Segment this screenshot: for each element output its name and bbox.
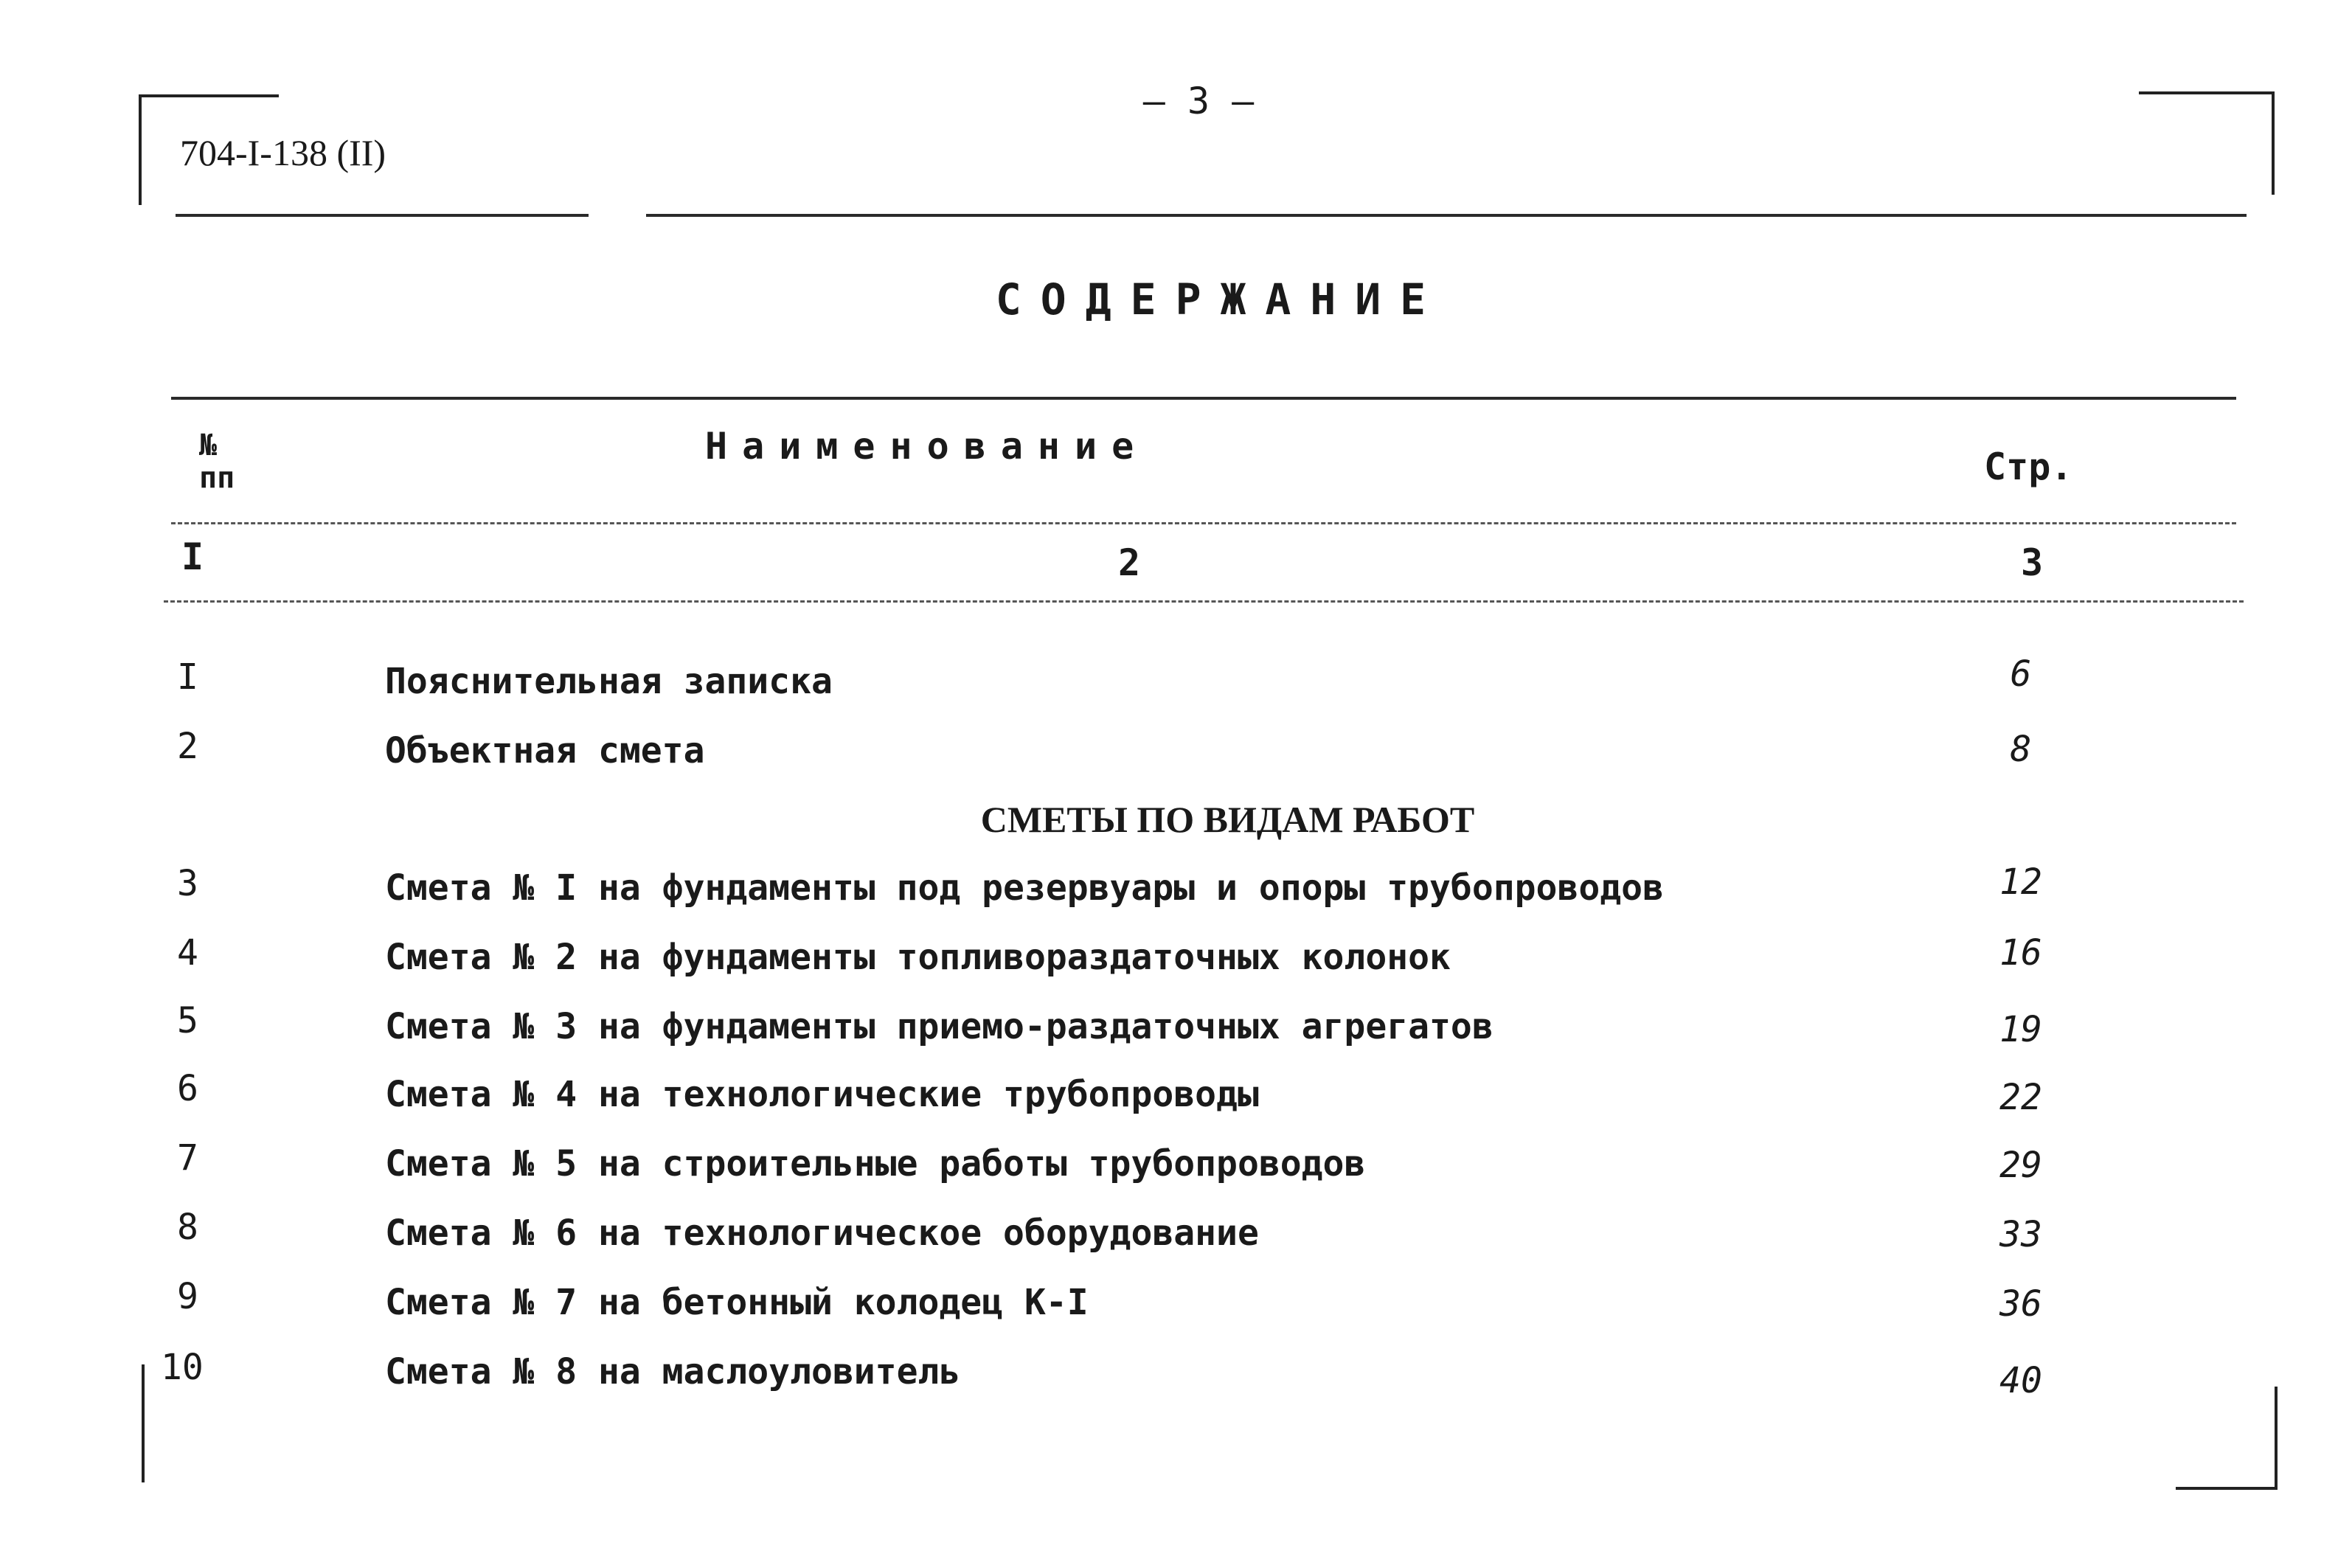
corner-mark-top-left-vertical [139, 94, 142, 205]
row-number: 6 [177, 1068, 198, 1109]
column-number-2: 2 [1118, 541, 1141, 584]
row-title: Объектная смета [385, 730, 705, 771]
section-heading: СМЕТЫ ПО ВИДАМ РАБОТ [980, 799, 1475, 840]
row-number: 2 [177, 726, 198, 767]
row-title: Пояснительная записка [385, 661, 833, 702]
table-top-rule [171, 397, 2236, 400]
row-page: 12 [1999, 861, 2042, 903]
corner-mark-top-right-horizontal [2139, 91, 2275, 94]
row-title: Смета № I на фундаменты под резервуары и опоры трубопроводов [385, 867, 1664, 909]
corner-mark-bottom-right-vertical [2275, 1387, 2278, 1490]
column-header-page: Стр. [1984, 445, 2073, 488]
column-number-3: 3 [2021, 541, 2044, 584]
row-title: Смета № 8 на маслоуловитель [385, 1351, 961, 1392]
row-number: 5 [177, 1000, 198, 1041]
column-header-number: № пп [199, 429, 235, 495]
row-title: Смета № 6 на технологическое оборудование [385, 1213, 1259, 1254]
row-number: 9 [177, 1276, 198, 1317]
column-header-name: Наименование [705, 425, 1149, 468]
row-number: 8 [177, 1207, 198, 1248]
row-page: 6 [2010, 653, 2032, 695]
corner-mark-top-left-horizontal [139, 94, 279, 97]
row-page: 16 [1999, 932, 2042, 974]
row-number: I [177, 656, 198, 698]
row-title: Смета № 7 на бетонный колодец К-I [385, 1282, 1089, 1323]
header-rule-right [646, 214, 2247, 217]
row-page: 40 [1999, 1360, 2042, 1401]
table-header-rule [171, 522, 2236, 524]
row-page: 22 [1999, 1077, 2042, 1118]
row-title: Смета № 2 на фундаменты топливораздаточных колонок [385, 937, 1451, 978]
row-page: 19 [1999, 1009, 2042, 1050]
row-page: 36 [1999, 1283, 2042, 1325]
row-number: 4 [177, 932, 198, 974]
corner-mark-bottom-left-vertical [142, 1364, 145, 1482]
row-number: 3 [177, 863, 198, 904]
column-number-1: I [181, 535, 204, 578]
header-rule-left [176, 214, 589, 217]
page-number: — 3 — [1142, 80, 1255, 122]
row-page: 8 [2010, 729, 2032, 770]
page-title: СОДЕРЖАНИЕ [995, 274, 1446, 325]
row-title: Смета № 3 на фундаменты приемо-раздаточных агрегатов [385, 1006, 1494, 1047]
row-title: Смета № 4 на технологические трубопроводы [385, 1074, 1259, 1115]
table-column-number-rule [164, 600, 2244, 603]
row-number: 10 [161, 1347, 204, 1388]
document-code: 704-I-138 (II) [180, 132, 386, 173]
row-number: 7 [177, 1137, 198, 1179]
corner-mark-top-right-vertical [2272, 91, 2275, 195]
row-title: Смета № 5 на строительные работы трубопроводов [385, 1143, 1366, 1184]
row-page: 33 [1999, 1214, 2042, 1255]
row-page: 29 [1999, 1145, 2042, 1186]
corner-mark-bottom-right-horizontal [2176, 1487, 2278, 1490]
